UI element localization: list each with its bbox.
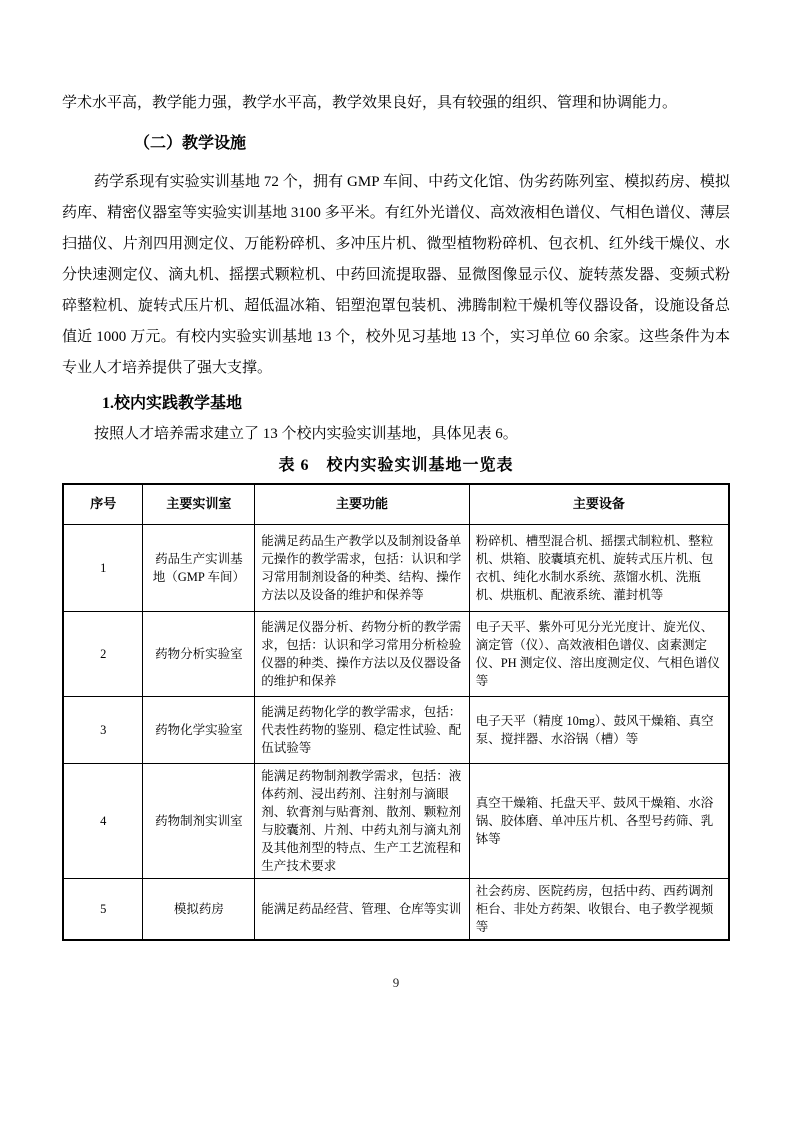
cell-equipment: 社会药房、医院药房，包括中药、西药调剂柜台、非处方药架、收银台、电子教学视频等 (469, 878, 729, 940)
section-heading-teaching-facilities: （二）教学设施 (134, 135, 247, 152)
cell-room: 药物制剂实训室 (143, 763, 255, 878)
cell-equipment: 粉碎机、槽型混合机、摇摆式制粒机、整粒机、烘箱、胶囊填充机、旋转式压片机、包衣机、纯化水制水系统、蒸馏水机、洗瓶机、烘瓶机、配液系统、灌封机等 (469, 524, 729, 611)
cell-equipment: 电子天平、紫外可见分光光度计、旋光仪、滴定管（仪）、高效液相色谱仪、卤素测定仪、PH 测定仪、溶出度测定仪、气相色谱仪等 (469, 611, 729, 696)
cell-index: 2 (63, 611, 143, 696)
table-row (63, 763, 729, 878)
column-header-room: 主要实训室 (143, 484, 255, 524)
cell-function: 能满足仪器分析、药物分析的教学需求，包括：认识和学习常用分析检验仪器的种类、操作方法以及仪器设备的维护和保养 (255, 611, 469, 696)
table-header-row (63, 484, 729, 524)
table-row (63, 524, 729, 611)
table-row (63, 611, 729, 696)
column-header-index: 序号 (63, 484, 143, 524)
cell-index: 5 (63, 878, 143, 940)
table-caption: 表 6 校内实验实训基地一览表 (278, 457, 514, 474)
cell-index: 1 (63, 524, 143, 611)
paragraph-facilities: 药学系现有实验实训基地 72 个，拥有 GMP 车间、中药文化馆、伪劣药陈列室、模拟药房、模拟药库、精密仪器室等实验实训基地 3100 多平米。有红外光谱仪、高效液相色谱仪、气相色谱仪、薄层扫描仪、片剂四用测定仪、万能粉碎机、多冲压片机、微型植物粉碎机、包衣机、红外线干燥仪、水分快速测定仪、滴丸机、摇摆式颗粒机、中药回流提取器、显微图像显示仪、旋转蒸发器、变频式粉碎整粒机、旋转式压片机、超低温冰箱、铝塑泡罩包装机、沸腾制粒干燥机等仪器设备，设施设备总值近 1000 万元。有校内实验实训基地 13 个，校外见习基地 13 个，实习单位 60 余家。这些条件为本专业人才培养提供了强大支撑。 (62, 174, 730, 376)
cell-function: 能满足药品经营、管理、仓库等实训 (255, 878, 469, 940)
page-number: 9 (392, 974, 400, 990)
cell-function: 能满足药物制剂教学需求，包括：液体药剂、浸出药剂、注射剂与滴眼剂、软膏剂与贴膏剂、散剂、颗粒剂与胶囊剂、片剂、中药丸剂与滴丸剂及其他剂型的特点、生产工艺流程和生产技术要求 (255, 763, 469, 878)
cell-room: 药物化学实验室 (143, 696, 255, 763)
cell-index: 3 (63, 696, 143, 763)
paragraph-bases-count: 按照人才培养需求建立了 13 个校内实验实训基地，具体见表 6。 (94, 426, 518, 442)
cell-room: 药品生产实训基地（GMP 车间） (143, 524, 255, 611)
cell-equipment: 真空干燥箱、托盘天平、鼓风干燥箱、水浴锅、胶体磨、单冲压片机、各型号药筛、乳钵等 (469, 763, 729, 878)
table-row (63, 878, 729, 940)
cell-equipment: 电子天平（精度 10mg）、鼓风干燥箱、真空泵、搅拌器、水浴锅（槽）等 (469, 696, 729, 763)
training-bases-table (62, 483, 730, 941)
cell-index: 4 (63, 763, 143, 878)
cell-function: 能满足药物化学的教学需求，包括：代表性药物的鉴别、稳定性试验、配伍试验等 (255, 696, 469, 763)
subsection-heading-campus-bases: 1.校内实践教学基地 (102, 395, 243, 412)
table-row (63, 696, 729, 763)
cell-room: 药物分析实验室 (143, 611, 255, 696)
paragraph-continuation: 学术水平高，教学能力强，教学水平高，教学效果良好，具有较强的组织、管理和协调能力。 (62, 95, 678, 111)
column-header-equipment: 主要设备 (469, 484, 729, 524)
column-header-function: 主要功能 (255, 484, 469, 524)
cell-function: 能满足药品生产教学以及制剂设备单元操作的教学需求，包括：认识和学习常用制剂设备的种类、结构、操作方法以及设备的维护和保养等 (255, 524, 469, 611)
cell-room: 模拟药房 (143, 878, 255, 940)
